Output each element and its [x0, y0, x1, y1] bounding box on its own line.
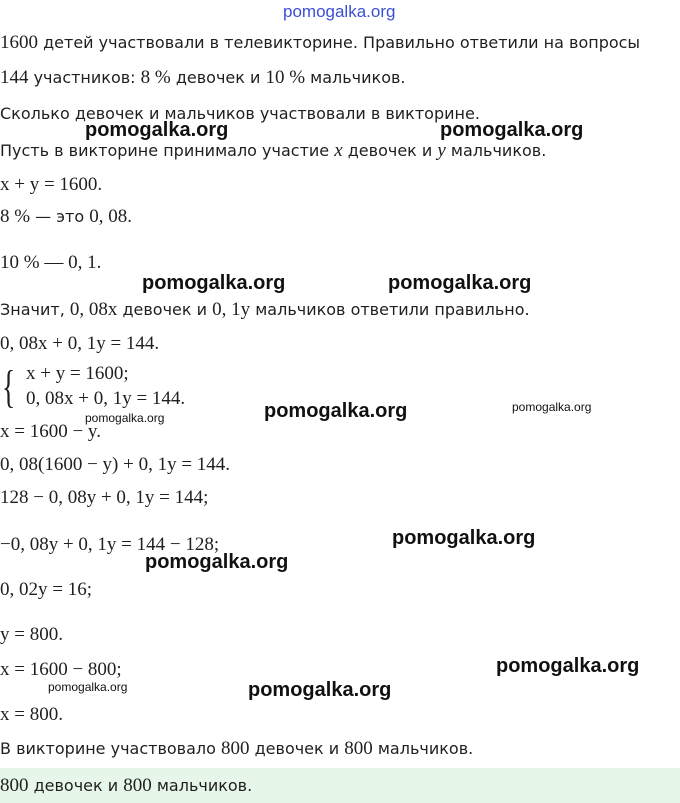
watermark: pomogalka.org	[440, 119, 584, 141]
watermark: pomogalka.org	[512, 400, 592, 414]
answer-box	[0, 768, 680, 803]
solution-means: Значит, 0, 08x девочек и 0, 1y мальчиков ответили правильно.	[0, 299, 530, 320]
problem-line-2: 144 участников: 8 % девочек и 10 % мальчиков.	[0, 67, 406, 88]
percent-8-line: 8 % — это 0, 08.	[0, 206, 132, 227]
watermark: pomogalka.org	[48, 680, 128, 694]
equation-8: y = 800.	[0, 624, 63, 645]
watermark: pomogalka.org	[392, 527, 536, 549]
equation-1: x + y = 1600.	[0, 174, 103, 195]
watermark: pomogalka.org	[145, 551, 289, 573]
watermark: pomogalka.org	[142, 272, 286, 294]
watermark: pomogalka.org	[85, 411, 165, 425]
equation-2: 0, 08x + 0, 1y = 144.	[0, 333, 160, 354]
top-watermark: pomogalka.org	[283, 2, 396, 21]
solution-conclusion: В викторине участвовало 800 девочек и 800 мальчиков.	[0, 738, 474, 759]
problem-line-1: 1600 детей участвовали в телевикторине. Правильно ответили на вопросы	[0, 32, 641, 53]
watermark: pomogalka.org	[388, 272, 532, 294]
equation-4: 0, 08(1600 − y) + 0, 1y = 144.	[0, 454, 231, 475]
watermark: pomogalka.org	[85, 119, 229, 141]
equation-10: x = 800.	[0, 704, 63, 725]
percent-10-line: 10 % — 0, 1.	[0, 252, 102, 273]
equation-7: 0, 02y = 16;	[0, 579, 92, 600]
solution-let: Пусть в викторине принимало участие x девочек и y мальчиков.	[0, 140, 547, 161]
system-equation-1: x + y = 1600;	[26, 363, 129, 384]
equation-3: x = 1600 − y.	[0, 421, 101, 442]
watermark: pomogalka.org	[248, 679, 392, 701]
system-brace: {	[2, 361, 16, 412]
problem-question: Сколько девочек и мальчиков участвовали в викторине.	[0, 104, 480, 123]
equation-5: 128 − 0, 08y + 0, 1y = 144;	[0, 487, 209, 508]
equation-6: −0, 08y + 0, 1y = 144 − 128;	[0, 534, 220, 555]
system-equation-2: 0, 08x + 0, 1y = 144.	[26, 388, 186, 409]
watermark: pomogalka.org	[496, 655, 640, 677]
equation-9: x = 1600 − 800;	[0, 659, 122, 680]
answer-text: 800 девочек и 800 мальчиков.	[0, 775, 253, 796]
watermark: pomogalka.org	[264, 400, 408, 422]
